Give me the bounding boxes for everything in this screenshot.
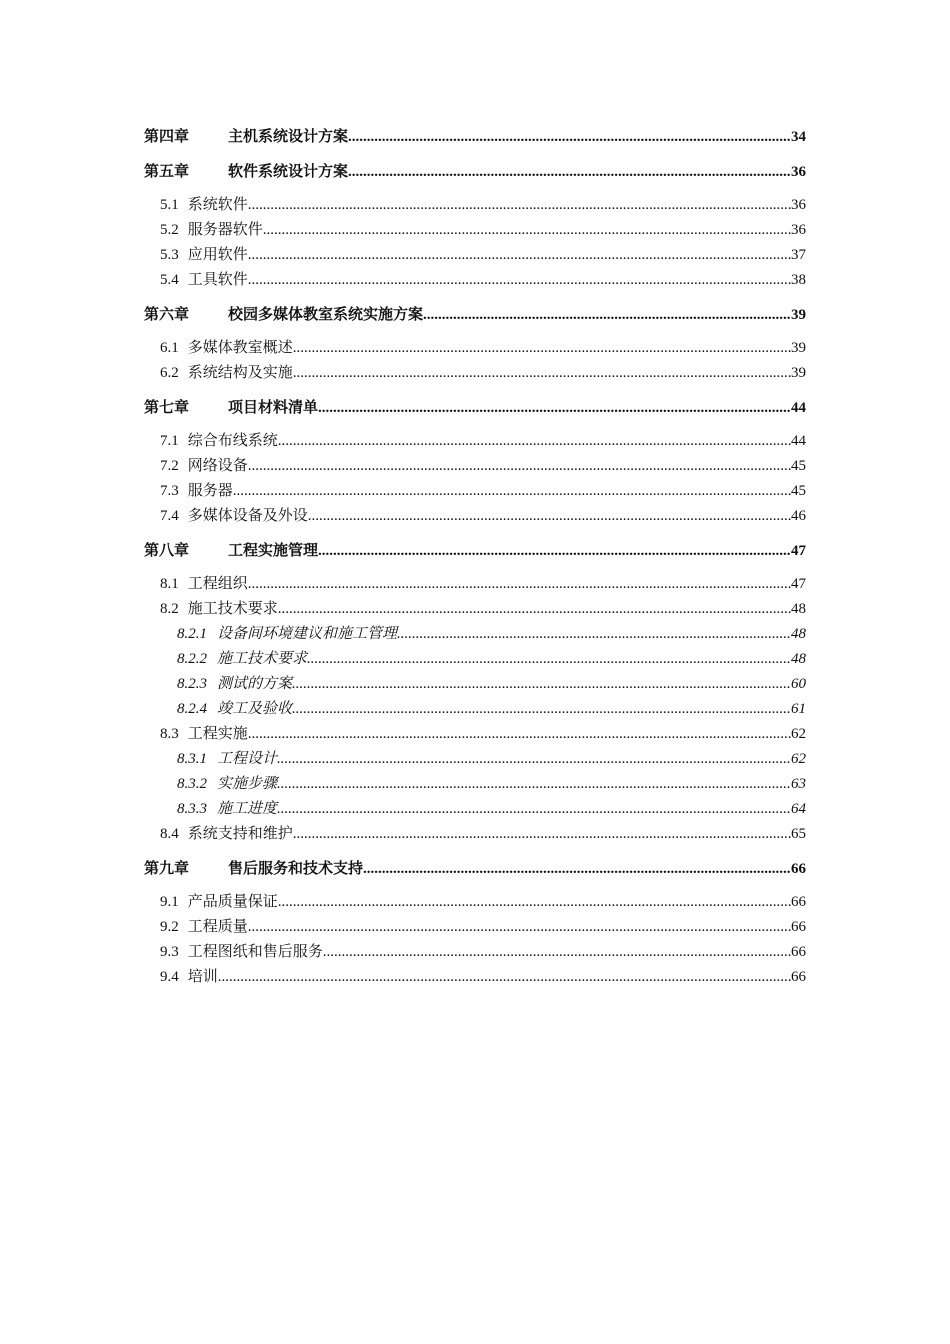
- toc-entry-title: 系统软件: [187, 197, 248, 213]
- toc-dot-leader: [248, 193, 791, 218]
- toc-entry-number: 9.4: [160, 969, 179, 985]
- toc-entry-number: 8.1: [160, 576, 179, 592]
- toc-page-number: 46: [791, 508, 806, 524]
- toc-dot-leader: [277, 747, 791, 772]
- toc-entry-title: 施工技术要求: [217, 651, 308, 667]
- toc-entry-number: 8.2.4: [177, 701, 207, 717]
- toc-entry-title: 系统支持和维护: [187, 826, 293, 842]
- toc-entry-title: 施工技术要求: [187, 601, 278, 617]
- toc-entry-title: 竣工及验收: [217, 701, 293, 717]
- toc-entry-heading: [160, 218, 263, 243]
- toc-dot-leader: [348, 159, 791, 185]
- toc-entry-number: 第五章: [144, 164, 190, 180]
- toc-section-entry[interactable]: [144, 218, 806, 243]
- toc-section-entry[interactable]: [144, 268, 806, 293]
- toc-entry-heading: [177, 672, 292, 697]
- toc-entry-title: 工程实施: [187, 726, 248, 742]
- toc-dot-leader: [248, 454, 791, 479]
- toc-entry-number: 8.3.3: [177, 801, 207, 817]
- toc-page-number: 37: [791, 247, 806, 263]
- toc-entry-title: 工程组织: [187, 576, 248, 592]
- toc-entry-number: 8.3.2: [177, 776, 207, 792]
- toc-page-number: 47: [791, 543, 806, 559]
- toc-dot-leader: [248, 268, 791, 293]
- toc-entry-title: 服务器: [187, 483, 233, 499]
- toc-subsection-entry[interactable]: [144, 747, 806, 772]
- toc-page-number: 45: [791, 483, 806, 499]
- toc-entry-heading: [160, 243, 248, 268]
- toc-dot-leader: [293, 361, 791, 386]
- toc-entry-number: 5.1: [160, 197, 179, 213]
- toc-entry-heading: [160, 822, 293, 847]
- toc-section-entry[interactable]: [144, 429, 806, 454]
- toc-entry-number: 9.2: [160, 919, 179, 935]
- toc-entry-heading: [144, 124, 348, 150]
- toc-entry-heading: [160, 572, 248, 597]
- toc-section-entry[interactable]: [144, 504, 806, 529]
- toc-entry-title: 综合布线系统: [187, 433, 278, 449]
- toc-entry-heading: [144, 302, 423, 328]
- toc-entry-number: 7.3: [160, 483, 179, 499]
- toc-page-number: 36: [791, 222, 806, 238]
- toc-dot-leader: [278, 890, 791, 915]
- toc-entry-number: 8.2.3: [177, 676, 207, 692]
- toc-entry-number: 6.1: [160, 340, 179, 356]
- toc-dot-leader: [277, 797, 791, 822]
- toc-chapter-entry[interactable]: [144, 538, 806, 564]
- toc-entry-number: 8.2.2: [177, 651, 207, 667]
- toc-subsection-entry[interactable]: [144, 622, 806, 647]
- toc-section-entry[interactable]: [144, 940, 806, 965]
- toc-subsection-entry[interactable]: [144, 772, 806, 797]
- toc-entry-number: 8.2: [160, 601, 179, 617]
- toc-entry-heading: [177, 772, 277, 797]
- toc-dot-leader: [278, 597, 791, 622]
- toc-entry-title: 主机系统设计方案: [228, 129, 349, 145]
- toc-entry-heading: [160, 597, 278, 622]
- toc-entry-title: 工程图纸和售后服务: [187, 944, 323, 960]
- toc-section-entry[interactable]: [144, 597, 806, 622]
- toc-page-number: 66: [791, 919, 806, 935]
- toc-entry-number: 9.3: [160, 944, 179, 960]
- toc-entry-heading: [160, 890, 278, 915]
- toc-entry-title: 多媒体设备及外设: [187, 508, 308, 524]
- toc-entry-number: 6.2: [160, 365, 179, 381]
- toc-dot-leader: [293, 336, 791, 361]
- toc-page-number: 66: [791, 894, 806, 910]
- toc-entry-heading: [160, 965, 218, 990]
- toc-page-number: 39: [791, 340, 806, 356]
- toc-page-number: 66: [791, 969, 806, 985]
- toc-section-entry[interactable]: [144, 336, 806, 361]
- toc-section-entry[interactable]: [144, 243, 806, 268]
- toc-dot-leader: [307, 647, 791, 672]
- toc-section-entry[interactable]: [144, 822, 806, 847]
- toc-entry-heading: [160, 361, 293, 386]
- toc-entry-number: 第四章: [144, 129, 190, 145]
- toc-entry-title: 应用软件: [187, 247, 248, 263]
- toc-chapter-entry[interactable]: [144, 395, 806, 421]
- toc-entry-title: 产品质量保证: [187, 894, 278, 910]
- toc-entry-heading: [160, 268, 248, 293]
- toc-entry-title: 服务器软件: [187, 222, 263, 238]
- toc-page-number: 34: [791, 129, 806, 145]
- toc-entry-number: 8.3.1: [177, 751, 207, 767]
- toc-chapter-entry[interactable]: [144, 856, 806, 882]
- toc-entry-heading: [160, 504, 308, 529]
- toc-entry-heading: [177, 647, 307, 672]
- toc-page-number: 62: [791, 726, 806, 742]
- toc-entry-title: 网络设备: [187, 458, 248, 474]
- toc-page-number: 45: [791, 458, 806, 474]
- toc-dot-leader: [248, 722, 791, 747]
- toc-page-number: 66: [791, 944, 806, 960]
- toc-entry-number: 5.4: [160, 272, 179, 288]
- toc-entry-title: 多媒体教室概述: [187, 340, 293, 356]
- toc-dot-leader: [218, 965, 791, 990]
- toc-entry-number: 第七章: [144, 400, 190, 416]
- toc-entry-title: 工程质量: [187, 919, 248, 935]
- toc-entry-heading: [177, 697, 292, 722]
- toc-entry-heading: [144, 159, 348, 185]
- toc-dot-leader: [278, 429, 791, 454]
- toc-entry-number: 第八章: [144, 543, 190, 559]
- toc-dot-leader: [348, 124, 791, 150]
- toc-chapter-entry[interactable]: [144, 124, 806, 150]
- toc-dot-leader: [292, 672, 791, 697]
- toc-dot-leader: [248, 915, 791, 940]
- toc-entry-number: 9.1: [160, 894, 179, 910]
- toc-entry-number: 第六章: [144, 307, 190, 323]
- toc-entry-heading: [160, 479, 233, 504]
- toc-dot-leader: [323, 940, 791, 965]
- toc-dot-leader: [308, 504, 791, 529]
- toc-entry-heading: [160, 722, 248, 747]
- toc-subsection-entry[interactable]: [144, 697, 806, 722]
- toc-page-number: 38: [791, 272, 806, 288]
- toc-entry-title: 设备间环境建议和施工管理: [217, 626, 398, 642]
- toc-entry-title: 工程设计: [217, 751, 278, 767]
- toc-dot-leader: [263, 218, 791, 243]
- toc-page-number: 36: [791, 164, 806, 180]
- toc-entry-title: 售后服务和技术支持: [228, 861, 364, 877]
- toc-subsection-entry[interactable]: [144, 647, 806, 672]
- toc-entry-number: 5.2: [160, 222, 179, 238]
- toc-page-number: 44: [791, 400, 806, 416]
- toc-page-number: 63: [791, 776, 806, 792]
- toc-chapter-entry[interactable]: [144, 159, 806, 185]
- toc-section-entry[interactable]: [144, 915, 806, 940]
- toc-page-number: 62: [791, 751, 806, 767]
- toc-dot-leader: [277, 772, 791, 797]
- toc-entry-title: 校园多媒体教室系统实施方案: [228, 307, 424, 323]
- toc-page-number: 66: [791, 861, 806, 877]
- toc-entry-number: 7.4: [160, 508, 179, 524]
- toc-entry-heading: [177, 797, 277, 822]
- toc-dot-leader: [363, 856, 791, 882]
- toc-entry-title: 项目材料清单: [228, 400, 319, 416]
- toc-entry-title: 施工进度: [217, 801, 278, 817]
- toc-section-entry[interactable]: [144, 572, 806, 597]
- toc-page-number: 65: [791, 826, 806, 842]
- toc-entry-heading: [144, 538, 318, 564]
- toc-dot-leader: [397, 622, 791, 647]
- toc-entry-heading: [160, 429, 278, 454]
- toc-page-number: 48: [791, 601, 806, 617]
- toc-entry-number: 8.2.1: [177, 626, 207, 642]
- toc-entry-heading: [160, 193, 248, 218]
- toc-entry-title: 工程实施管理: [228, 543, 319, 559]
- toc-dot-leader: [248, 572, 791, 597]
- toc-page-number: 44: [791, 433, 806, 449]
- toc-dot-leader: [292, 697, 791, 722]
- toc-dot-leader: [318, 395, 791, 421]
- toc-page-number: 48: [791, 651, 806, 667]
- toc-dot-leader: [248, 243, 791, 268]
- toc-entry-title: 软件系统设计方案: [228, 164, 349, 180]
- toc-section-entry[interactable]: [144, 193, 806, 218]
- toc-page-number: 61: [791, 701, 806, 717]
- toc-entry-number: 7.1: [160, 433, 179, 449]
- toc-dot-leader: [233, 479, 791, 504]
- toc-entry-heading: [177, 747, 277, 772]
- toc-section-entry[interactable]: [144, 890, 806, 915]
- toc-page-number: 39: [791, 365, 806, 381]
- toc-entry-heading: [160, 915, 248, 940]
- toc-entry-heading: [144, 395, 318, 421]
- toc-entry-number: 8.4: [160, 826, 179, 842]
- toc-entry-heading: [160, 336, 293, 361]
- toc-entry-title: 测试的方案: [217, 676, 293, 692]
- toc-section-entry[interactable]: [144, 965, 806, 990]
- toc-entry-title: 工具软件: [187, 272, 248, 288]
- toc-entry-heading: [160, 940, 323, 965]
- toc-section-entry[interactable]: [144, 722, 806, 747]
- table-of-contents: [144, 124, 806, 990]
- toc-entry-title: 培训: [187, 969, 218, 985]
- toc-page-number: 47: [791, 576, 806, 592]
- toc-entry-number: 7.2: [160, 458, 179, 474]
- toc-subsection-entry[interactable]: [144, 672, 806, 697]
- toc-entry-heading: [177, 622, 397, 647]
- toc-page-number: 64: [791, 801, 806, 817]
- toc-entry-title: 系统结构及实施: [187, 365, 293, 381]
- toc-dot-leader: [423, 302, 791, 328]
- toc-entry-heading: [160, 454, 248, 479]
- toc-dot-leader: [318, 538, 791, 564]
- toc-chapter-entry[interactable]: [144, 302, 806, 328]
- toc-section-entry[interactable]: [144, 454, 806, 479]
- toc-entry-heading: [144, 856, 363, 882]
- toc-subsection-entry[interactable]: [144, 797, 806, 822]
- toc-page-number: 39: [791, 307, 806, 323]
- toc-entry-title: 实施步骤: [217, 776, 278, 792]
- toc-page-number: 48: [791, 626, 806, 642]
- toc-page-number: 60: [791, 676, 806, 692]
- toc-entry-number: 第九章: [144, 861, 190, 877]
- toc-section-entry[interactable]: [144, 361, 806, 386]
- toc-section-entry[interactable]: [144, 479, 806, 504]
- toc-dot-leader: [293, 822, 791, 847]
- toc-entry-number: 8.3: [160, 726, 179, 742]
- toc-entry-number: 5.3: [160, 247, 179, 263]
- toc-page-number: 36: [791, 197, 806, 213]
